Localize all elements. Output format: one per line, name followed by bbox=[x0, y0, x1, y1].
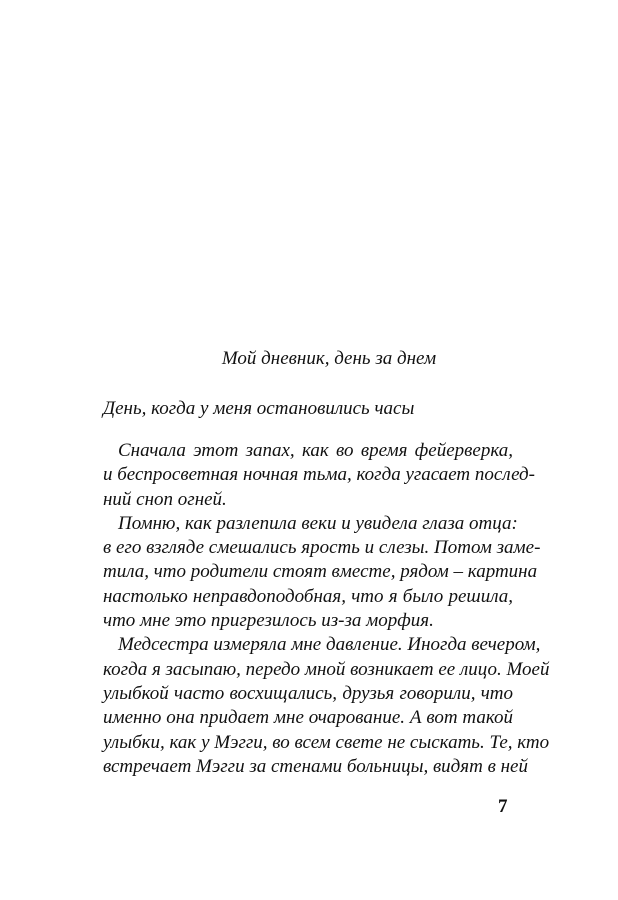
text-line: Сначала этот запах, как во время фейерверка, bbox=[118, 440, 513, 461]
text-line: что мне это пригрезилось из-за морфия. bbox=[103, 610, 434, 632]
text-line: именно она придает мне очарование. А вот такой bbox=[103, 707, 513, 729]
text-line: тила, что родители стоят вместе, рядом – картина bbox=[103, 561, 538, 583]
text-line: и беспросветная ночная тьма, когда угасает послед- bbox=[103, 464, 535, 486]
chapter-title: Мой дневник, день за днем bbox=[221, 348, 437, 369]
text-line: улыбкой часто восхищались, друзья говорили, что bbox=[103, 682, 513, 704]
text-line: в его взгляде смешались ярость и слезы. Потом заме- bbox=[103, 537, 541, 559]
text-line: Помню, как разлепила веки и увидела глаза отца: bbox=[118, 512, 518, 534]
text-line: улыбки, как у Мэгги, во всем свете не сыскать. Те, кто bbox=[103, 731, 550, 753]
chapter-subtitle: День, когда у меня остановились часы bbox=[103, 398, 415, 419]
text-line: когда я засыпаю, передо мной возникает ее лицо. Моей bbox=[103, 658, 550, 680]
page-number: 7 bbox=[498, 796, 508, 817]
text-line: Медсестра измеряла мне давление. Иногда вечером, bbox=[118, 634, 541, 656]
text-line: встречает Мэгги за стенами больницы, видят в ней bbox=[103, 755, 528, 777]
text-line: ний сноп огней. bbox=[103, 488, 227, 510]
body-text bbox=[103, 439, 550, 779]
text-line: настолько неправдоподобная, что я было решила, bbox=[103, 585, 513, 607]
